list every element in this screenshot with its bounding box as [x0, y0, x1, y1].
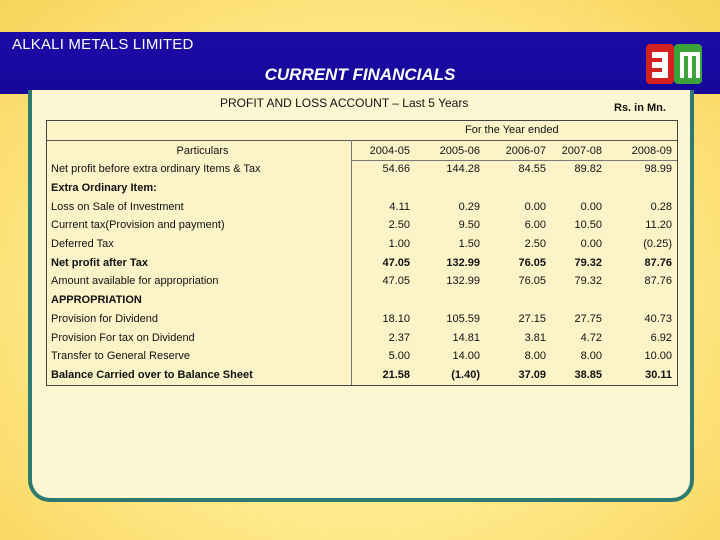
value-cell: 0.28: [650, 200, 672, 213]
value-cell: 14.00: [452, 350, 480, 363]
row-label: Deferred Tax: [51, 238, 114, 251]
value-cell: [602, 291, 672, 310]
row-label: Net profit before extra ordinary Items & Tax: [51, 163, 261, 176]
value-cell: 54.66: [382, 163, 410, 176]
value-cell: [480, 179, 546, 198]
table-row: [51, 310, 672, 329]
value-cell: 40.73: [644, 312, 672, 325]
value-cell: 30.11: [645, 368, 672, 381]
value-cell: 6.92: [650, 331, 672, 344]
table-body: [51, 160, 672, 384]
value-cell: 2.37: [388, 331, 410, 344]
value-cell: 105.59: [446, 312, 480, 325]
value-cell: 132.99: [446, 256, 480, 269]
row-label: APPROPRIATION: [51, 294, 142, 307]
value-cell: 76.05: [518, 256, 546, 269]
value-cell: 0.00: [580, 238, 602, 251]
value-cell: 2.50: [524, 238, 546, 251]
value-cell: 6.00: [524, 219, 546, 232]
table-row: [51, 216, 672, 235]
value-cell: 1.50: [458, 238, 480, 251]
value-cell: [410, 179, 480, 198]
value-cell: 10.00: [644, 350, 672, 363]
value-cell: 98.99: [644, 163, 672, 176]
year-header: 2007-08: [561, 145, 602, 157]
value-cell: 21.58: [382, 368, 410, 381]
row-label: Extra Ordinary Item:: [51, 182, 157, 195]
table-row: [51, 235, 672, 254]
value-cell: 11.20: [645, 219, 672, 232]
table-row: [51, 328, 672, 347]
value-cell: 47.05: [382, 256, 410, 269]
table-row: [51, 272, 672, 291]
value-cell: 10.50: [574, 219, 602, 232]
value-cell: 9.50: [458, 219, 480, 232]
header-divider: [47, 140, 677, 141]
value-cell: 144.28: [446, 163, 480, 176]
value-cell: [410, 291, 480, 310]
value-cell: 27.15: [518, 312, 546, 325]
row-label: Loss on Sale of Investment: [51, 200, 184, 213]
value-cell: 79.32: [574, 256, 602, 269]
year-header: 2004-05: [369, 145, 410, 157]
value-cell: 2.50: [388, 219, 410, 232]
value-cell: 8.00: [580, 350, 602, 363]
value-cell: 0.00: [524, 200, 546, 213]
value-cell: 3.81: [524, 331, 546, 344]
value-cell: 4.72: [580, 331, 602, 344]
value-cell: 87.76: [644, 256, 672, 269]
value-cell: 89.82: [574, 163, 602, 176]
row-label: Provision For tax on Dividend: [51, 331, 195, 344]
value-cell: [354, 179, 410, 198]
table-row: [51, 197, 672, 216]
financial-table: [51, 142, 672, 384]
period-label: For the Year ended: [465, 124, 559, 136]
value-cell: 18.10: [382, 312, 410, 325]
value-cell: [480, 291, 546, 310]
value-cell: 1.00: [388, 238, 410, 251]
value-cell: 132.99: [446, 275, 480, 288]
table-row: [51, 347, 672, 366]
value-cell: 37.09: [518, 368, 546, 381]
value-cell: (1.40): [451, 368, 480, 381]
value-cell: 47.05: [382, 275, 410, 288]
table-row: [51, 366, 672, 385]
value-cell: 0.29: [458, 200, 480, 213]
value-cell: [546, 291, 602, 310]
value-cell: 0.00: [580, 200, 602, 213]
page-title: CURRENT FINANCIALS: [264, 65, 456, 84]
value-cell: 87.76: [644, 275, 672, 288]
year-header: 2005-06: [439, 145, 480, 157]
year-header-row: [51, 142, 672, 160]
value-cell: 5.00: [388, 350, 410, 363]
company-name: ALKALI METALS LIMITED: [12, 36, 194, 53]
table-row: [51, 179, 672, 198]
value-cell: 8.00: [524, 350, 546, 363]
value-cell: [602, 179, 672, 198]
value-cell: 4.11: [389, 200, 410, 213]
value-cell: 79.32: [574, 275, 602, 288]
row-label: Amount available for appropriation: [51, 275, 219, 288]
row-label: Current tax(Provision and payment): [51, 219, 225, 232]
report-subtitle: PROFIT AND LOSS ACCOUNT – Last 5 Years: [220, 96, 469, 110]
row-label: Net profit after Tax: [51, 256, 148, 269]
row-label: Balance Carried over to Balance Sheet: [51, 368, 253, 381]
value-cell: 76.05: [518, 275, 546, 288]
particulars-header: Particulars: [176, 145, 229, 157]
row-label: Transfer to General Reserve: [51, 350, 190, 363]
value-cell: [354, 291, 410, 310]
value-cell: (0.25): [643, 238, 672, 251]
value-cell: 27.75: [574, 312, 602, 325]
table-row: [51, 253, 672, 272]
table-row: [51, 291, 672, 310]
year-header: 2006-07: [505, 145, 546, 157]
table-row: [51, 160, 672, 179]
value-cell: 84.55: [518, 163, 546, 176]
value-cell: 38.85: [574, 368, 602, 381]
company-logo-icon: [646, 38, 702, 90]
financial-table-box: [46, 120, 678, 386]
value-cell: [546, 179, 602, 198]
row-label: Provision for Dividend: [51, 312, 158, 325]
year-header: 2008-09: [631, 145, 672, 157]
units-label: Rs. in Mn.: [614, 102, 666, 114]
value-cell: 14.81: [452, 331, 480, 344]
